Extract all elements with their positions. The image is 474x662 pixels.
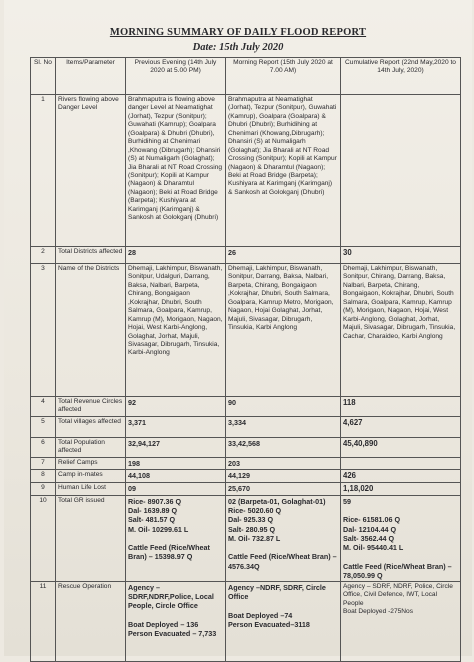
row-morning: 33,42,568	[226, 437, 341, 457]
flood-report-table	[30, 57, 461, 662]
row-sl: 4	[31, 397, 56, 417]
col-header-item: Items/Parameter	[56, 58, 126, 95]
report-title: MORNING SUMMARY OF DAILY FLOOD REPORT	[109, 27, 367, 38]
row-prev: 28	[126, 247, 226, 264]
row-item: Total villages affected	[56, 416, 126, 437]
row-prev: 92	[126, 397, 226, 417]
table-row	[31, 470, 461, 483]
table-row	[31, 95, 461, 247]
header-row	[31, 58, 461, 95]
row-morning: 02 (Barpeta-01, Golaghat-01) Rice- 5020.60 Q Dal- 925.33 Q Salt- 280.95 Q M. Oil- 732.87 L Cattle Feed (Rice/Wheat Bran) – 4576.34Q	[226, 496, 341, 582]
row-sl: 7	[31, 457, 56, 469]
row-morning: 3,334	[226, 416, 341, 437]
row-item: Total Population affected	[56, 437, 126, 457]
row-morning: Brahmaputra at Neamatighat (Jorhat), Tezpur (Sonitpur), Guwahati (Kamrup), Goalpara (Goalpara) & Dhubri (Dhubri); Burhidihing at Chenimari (Khowang,Dibrugarh); Dhansiri (S) at Numaligarh (Golaghat); Jia Bharali at NT Road Crossing (Sonitpur); Kopili at Kampur (Nagaon) & Dharamtul (Nagaon); Beki at Road Bridge (Barpeta); Kushiyara at Karimganj (Karimganj) & Sankosh at Golokganj (Dhubri)	[226, 95, 341, 247]
table-row	[31, 483, 461, 496]
row-sl: 3	[31, 264, 56, 397]
row-item: Total Districts affected	[56, 247, 126, 264]
table-row	[31, 416, 461, 437]
row-cumulative: 59 Rice- 61581.06 Q Dal- 12104.44 Q Salt- 3562.44 Q M. Oil- 95440.41 L Cattle Feed (Rice/Wheat Bran) – 78,050.99 Q	[341, 496, 461, 582]
row-morning: 26	[226, 247, 341, 264]
row-morning: 25,670	[226, 483, 341, 496]
table-row	[31, 247, 461, 264]
row-item: Total GR issued	[56, 496, 126, 582]
row-item: Camp in-mates	[56, 470, 126, 483]
row-item: Rescue Operation	[56, 582, 126, 662]
row-sl: 2	[31, 247, 56, 264]
row-item: Relief Camps	[56, 457, 126, 469]
row-prev: 3,371	[126, 416, 226, 437]
row-prev: Brahmaputra is flowing above danger Level at Neamatighat (Jorhat), Tezpur (Sonitpur); Guwahati (Kamrup); Goalpara (Goalpara) & Dhubri (Dhubri), Burhidihing at Chenimari ,Khowang (Dibrugarh); Dhansiri (S) at Numaligarh (Golaghat); Jia Bharali at NT Road Crossing (Sonitpur); Kopili at Kampur (Nagaon) & Dharamtul (Nagaon); Beki at Road Bridge (Barpeta); Kushiyara at Karimganj (Karimganj) & Sankosh at Golokganj (Dhubri)	[126, 95, 226, 247]
row-sl: 1	[31, 95, 56, 247]
row-sl: 8	[31, 470, 56, 483]
row-morning: 90	[226, 397, 341, 417]
row-cumulative: Agency – SDRF, NDRF, Police, Circle Office, Civil Defence, IWT, Local People Boat Deployed -275Nos	[341, 582, 461, 662]
row-cumulative: 30	[341, 247, 461, 264]
row-cumulative: 118	[341, 397, 461, 417]
row-prev: 32,94,127	[126, 437, 226, 457]
col-header-morning-report: Morning Report (15th July 2020 at 7.00 AM)	[226, 58, 341, 95]
table-row	[31, 397, 461, 417]
table-row	[31, 437, 461, 457]
col-header-cumulative: Cumulative Report (22nd May,2020 to 14th July, 2020)	[341, 58, 461, 95]
row-sl: 9	[31, 483, 56, 496]
row-prev: 198	[126, 457, 226, 469]
row-morning: Dhemaji, Lakhimpur, Biswanath, Sonitpur, Darrang, Baksa, Nalbari, Barpeta, Chirang, Bongaigaon ,Kokrajhar, Dhubri, South Salmara, Goalpara, Kamrup Metro, Morigaon, Nagaon, Hojai Golaghat, Jorhat, Majuli, Sivasagar, Dibrugarh, Tinsukia, Karbi Anglong	[226, 264, 341, 397]
table-row	[31, 457, 461, 469]
row-morning: 44,129	[226, 470, 341, 483]
table-row	[31, 582, 461, 662]
row-sl: 6	[31, 437, 56, 457]
row-cumulative: 4,627	[341, 416, 461, 437]
row-morning: 203	[226, 457, 341, 469]
row-prev: 44,108	[126, 470, 226, 483]
report-sheet	[4, 0, 472, 656]
col-header-previous-evening: Previous Evening (14th July 2020 at 5.00 PM)	[126, 58, 226, 95]
row-item: Name of the Districts	[56, 264, 126, 397]
table-row	[31, 264, 461, 397]
row-sl: 10	[31, 496, 56, 582]
row-cumulative: 45,40,890	[341, 437, 461, 457]
row-cumulative: 426	[341, 470, 461, 483]
row-item: Total Revenue Circles affected	[56, 397, 126, 417]
row-cumulative	[341, 95, 461, 247]
table-row	[31, 496, 461, 582]
row-item: Rivers flowing above Danger Level	[56, 95, 126, 247]
report-date: Date: 15th July 2020	[192, 42, 284, 53]
row-sl: 5	[31, 416, 56, 437]
row-sl: 11	[31, 582, 56, 662]
row-prev: Rice- 8907.36 Q Dal- 1639.89 Q Salt- 481.57 Q M. Oil- 10299.61 L Cattle Feed (Rice/Wheat Bran) – 15398.97 Q	[126, 496, 226, 582]
row-prev: Dhemaji, Lakhimpur, Biswanath, Sonitpur, Udalguri, Darrang, Baksa, Nalbari, Barpeta, Chirang, Bongaigaon ,Kokrajhar, Dhubri, South Salmara, Goalpara, Kamrup, Kamrup (M), Morigaon, Nagaon, Hojai, West Karbi-Anglong, Golaghat, Jorhat, Majuli, Sivasagar, Dibrugarh, Tinsukia, Karbi-Anglong	[126, 264, 226, 397]
row-item: Human Life Lost	[56, 483, 126, 496]
row-cumulative	[341, 457, 461, 469]
row-cumulative: Dhemaji, Lakhimpur, Biswanath, Sonitpur, Chirang, Darrang, Baksa, Nalbari, Barpeta, Chirang, Bongaigaon, Kokrajhar, Dhubri, South Salmara, Goalpara, Kamrup, Kamrup (M), Morigaon, Nagaon, Hojai, West Karbi-Anglong, Golaghat, Jorhat, Majuli, Sivasagar, Dibrugarh, Tinsukia, Cachar, Charaideo, Karbi Anglong	[341, 264, 461, 397]
col-header-sl: Sl. No	[31, 58, 56, 95]
row-prev: 09	[126, 483, 226, 496]
row-morning: Agency –NDRF, SDRF, Circle Office Boat Deployed –74 Person Evacuated–3118	[226, 582, 341, 662]
row-prev: Agency –SDRF,NDRF,Police, Local People, Circle Office Boat Deployed – 136 Person Evacuated – 7,733	[126, 582, 226, 662]
row-cumulative: 1,18,020	[341, 483, 461, 496]
